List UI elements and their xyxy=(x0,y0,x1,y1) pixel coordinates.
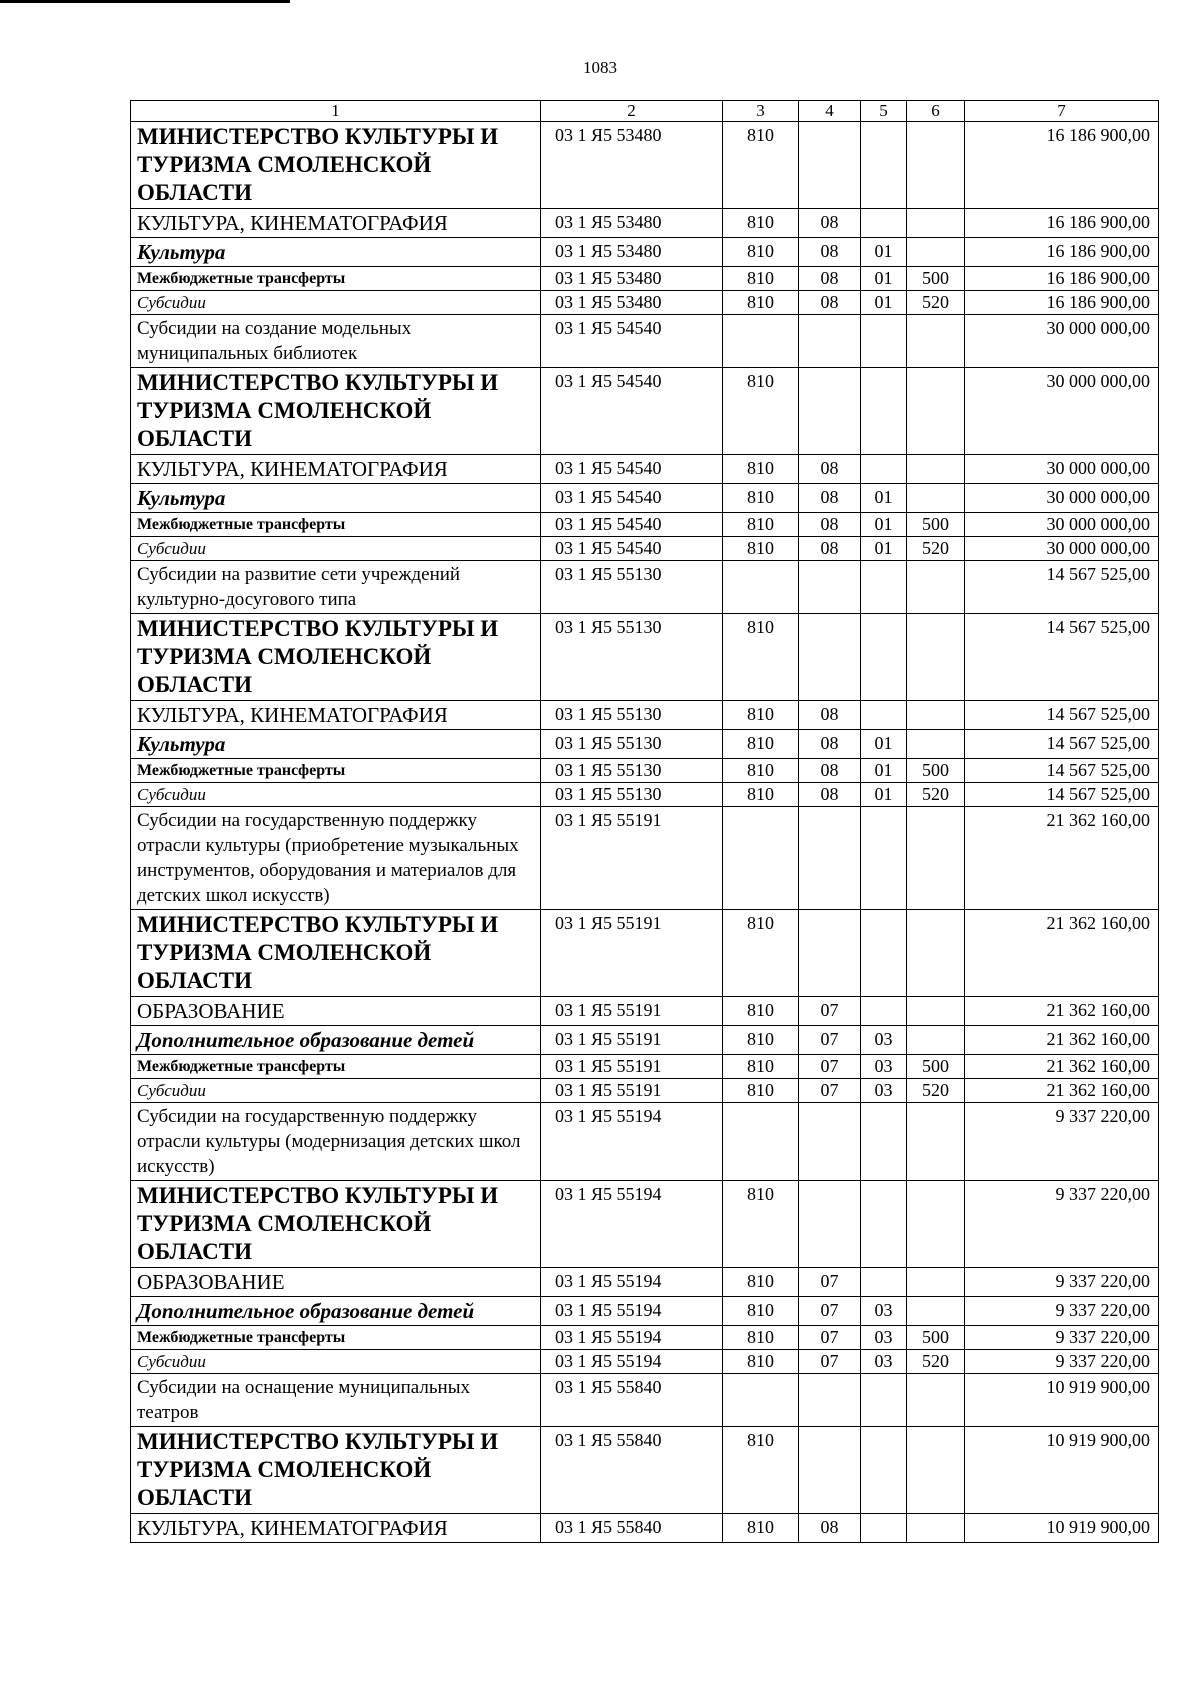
row-target-code: 03 1 Я5 55130 xyxy=(541,783,723,807)
row-admin-code: 810 xyxy=(723,997,799,1026)
table-row xyxy=(131,561,1159,614)
row-section xyxy=(799,1181,861,1268)
row-expense-type: 520 xyxy=(907,1350,965,1374)
row-admin-code: 810 xyxy=(723,484,799,513)
row-section: 07 xyxy=(799,1326,861,1350)
row-name: ОБРАЗОВАНИЕ xyxy=(131,1268,541,1297)
row-name: Дополнительное образование детей xyxy=(131,1297,541,1326)
table-row xyxy=(131,1427,1159,1514)
row-section: 07 xyxy=(799,997,861,1026)
row-subsection xyxy=(861,614,907,701)
row-target-code: 03 1 Я5 54540 xyxy=(541,513,723,537)
row-section: 08 xyxy=(799,537,861,561)
row-admin-code: 810 xyxy=(723,1181,799,1268)
row-target-code: 03 1 Я5 55194 xyxy=(541,1103,723,1181)
row-section xyxy=(799,122,861,209)
table-row xyxy=(131,997,1159,1026)
row-expense-type xyxy=(907,807,965,910)
table-row xyxy=(131,267,1159,291)
row-target-code: 03 1 Я5 54540 xyxy=(541,537,723,561)
row-subsection xyxy=(861,1268,907,1297)
row-target-code: 03 1 Я5 55191 xyxy=(541,1026,723,1055)
row-expense-type xyxy=(907,730,965,759)
row-amount: 10 919 900,00 xyxy=(965,1427,1159,1514)
row-admin-code xyxy=(723,1103,799,1181)
table-row xyxy=(131,910,1159,997)
row-admin-code: 810 xyxy=(723,730,799,759)
row-target-code: 03 1 Я5 55191 xyxy=(541,997,723,1026)
row-target-code: 03 1 Я5 55130 xyxy=(541,561,723,614)
row-name: Межбюджетные трансферты xyxy=(131,759,541,783)
row-amount: 9 337 220,00 xyxy=(965,1268,1159,1297)
row-target-code: 03 1 Я5 53480 xyxy=(541,238,723,267)
row-section: 08 xyxy=(799,513,861,537)
row-section xyxy=(799,1103,861,1181)
row-expense-type xyxy=(907,1103,965,1181)
row-target-code: 03 1 Я5 55130 xyxy=(541,701,723,730)
row-name: Культура xyxy=(131,730,541,759)
row-subsection: 01 xyxy=(861,513,907,537)
row-subsection: 01 xyxy=(861,730,907,759)
header-row xyxy=(131,101,1159,122)
page-number: 1083 xyxy=(583,58,617,77)
row-target-code: 03 1 Я5 55130 xyxy=(541,614,723,701)
row-admin-code: 810 xyxy=(723,209,799,238)
table-row xyxy=(131,1326,1159,1350)
row-admin-code xyxy=(723,561,799,614)
header-cell-7: 7 xyxy=(965,101,1159,122)
row-subsection: 01 xyxy=(861,484,907,513)
header-cell-1: 1 xyxy=(131,101,541,122)
row-target-code: 03 1 Я5 53480 xyxy=(541,209,723,238)
row-subsection: 03 xyxy=(861,1326,907,1350)
row-subsection xyxy=(861,561,907,614)
row-amount: 21 362 160,00 xyxy=(965,807,1159,910)
row-expense-type xyxy=(907,122,965,209)
table-row xyxy=(131,1268,1159,1297)
table-row xyxy=(131,701,1159,730)
row-section: 07 xyxy=(799,1026,861,1055)
row-name: Субсидии на развитие сети учреждений культурно-досугового типа xyxy=(131,561,541,614)
row-section xyxy=(799,1374,861,1427)
row-subsection xyxy=(861,1181,907,1268)
row-subsection: 01 xyxy=(861,537,907,561)
row-expense-type xyxy=(907,1268,965,1297)
row-section: 07 xyxy=(799,1079,861,1103)
row-expense-type xyxy=(907,1374,965,1427)
row-name: Субсидии на создание модельных муниципальных библиотек xyxy=(131,315,541,368)
row-expense-type: 520 xyxy=(907,783,965,807)
row-subsection xyxy=(861,315,907,368)
row-name: Субсидии xyxy=(131,537,541,561)
row-expense-type xyxy=(907,1297,965,1326)
row-target-code: 03 1 Я5 54540 xyxy=(541,368,723,455)
table-row xyxy=(131,1297,1159,1326)
row-subsection: 01 xyxy=(861,759,907,783)
row-section: 07 xyxy=(799,1350,861,1374)
row-section xyxy=(799,910,861,997)
header-cell-5: 5 xyxy=(861,101,907,122)
row-target-code: 03 1 Я5 53480 xyxy=(541,291,723,315)
header-cell-3: 3 xyxy=(723,101,799,122)
row-section xyxy=(799,561,861,614)
row-name: Субсидии xyxy=(131,291,541,315)
row-subsection: 03 xyxy=(861,1026,907,1055)
table-row xyxy=(131,1079,1159,1103)
row-expense-type: 500 xyxy=(907,1055,965,1079)
row-name: Дополнительное образование детей xyxy=(131,1026,541,1055)
row-amount: 16 186 900,00 xyxy=(965,209,1159,238)
row-expense-type xyxy=(907,910,965,997)
table-row xyxy=(131,315,1159,368)
top-rule xyxy=(0,0,290,3)
row-expense-type: 500 xyxy=(907,759,965,783)
table-row xyxy=(131,513,1159,537)
row-subsection: 03 xyxy=(861,1350,907,1374)
row-section xyxy=(799,614,861,701)
row-amount: 9 337 220,00 xyxy=(965,1181,1159,1268)
row-target-code: 03 1 Я5 54540 xyxy=(541,484,723,513)
row-subsection xyxy=(861,807,907,910)
row-section: 08 xyxy=(799,730,861,759)
table-row xyxy=(131,614,1159,701)
row-name: Субсидии xyxy=(131,1350,541,1374)
table-row xyxy=(131,1103,1159,1181)
row-section: 08 xyxy=(799,759,861,783)
row-section: 08 xyxy=(799,209,861,238)
row-name: Культура xyxy=(131,484,541,513)
row-expense-type xyxy=(907,455,965,484)
row-name: Субсидии на оснащение муниципальных театров xyxy=(131,1374,541,1427)
row-section: 07 xyxy=(799,1055,861,1079)
row-expense-type xyxy=(907,209,965,238)
row-admin-code: 810 xyxy=(723,1079,799,1103)
row-amount: 16 186 900,00 xyxy=(965,267,1159,291)
row-name: МИНИСТЕРСТВО КУЛЬТУРЫ И ТУРИЗМА СМОЛЕНСКОЙ ОБЛАСТИ xyxy=(131,368,541,455)
row-amount: 16 186 900,00 xyxy=(965,122,1159,209)
table-row xyxy=(131,1026,1159,1055)
row-expense-type: 520 xyxy=(907,291,965,315)
table-row xyxy=(131,238,1159,267)
header-cell-2: 2 xyxy=(541,101,723,122)
row-section: 07 xyxy=(799,1268,861,1297)
row-expense-type xyxy=(907,701,965,730)
row-admin-code: 810 xyxy=(723,1326,799,1350)
row-subsection xyxy=(861,368,907,455)
row-subsection xyxy=(861,1374,907,1427)
row-amount: 10 919 900,00 xyxy=(965,1514,1159,1543)
row-target-code: 03 1 Я5 55191 xyxy=(541,807,723,910)
row-section: 08 xyxy=(799,291,861,315)
row-amount: 30 000 000,00 xyxy=(965,455,1159,484)
row-subsection xyxy=(861,1103,907,1181)
row-target-code: 03 1 Я5 55840 xyxy=(541,1427,723,1514)
row-target-code: 03 1 Я5 55840 xyxy=(541,1374,723,1427)
row-amount: 14 567 525,00 xyxy=(965,701,1159,730)
row-section xyxy=(799,1427,861,1514)
row-amount: 21 362 160,00 xyxy=(965,997,1159,1026)
row-amount: 14 567 525,00 xyxy=(965,561,1159,614)
table-row xyxy=(131,537,1159,561)
row-subsection xyxy=(861,701,907,730)
row-name: Субсидии xyxy=(131,1079,541,1103)
row-expense-type xyxy=(907,614,965,701)
row-expense-type xyxy=(907,997,965,1026)
row-name: Субсидии на государственную поддержку отрасли культуры (модернизация детских школ искусств) xyxy=(131,1103,541,1181)
row-admin-code: 810 xyxy=(723,910,799,997)
row-admin-code: 810 xyxy=(723,1514,799,1543)
row-subsection: 03 xyxy=(861,1079,907,1103)
row-admin-code: 810 xyxy=(723,1055,799,1079)
row-section: 08 xyxy=(799,238,861,267)
row-section: 08 xyxy=(799,783,861,807)
table-row xyxy=(131,1055,1159,1079)
row-name: МИНИСТЕРСТВО КУЛЬТУРЫ И ТУРИЗМА СМОЛЕНСКОЙ ОБЛАСТИ xyxy=(131,1427,541,1514)
row-admin-code: 810 xyxy=(723,1297,799,1326)
row-name: МИНИСТЕРСТВО КУЛЬТУРЫ И ТУРИЗМА СМОЛЕНСКОЙ ОБЛАСТИ xyxy=(131,614,541,701)
row-subsection xyxy=(861,209,907,238)
row-name: Субсидии на государственную поддержку отрасли культуры (приобретение музыкальных инструментов, оборудования и материалов для детских школ искусств) xyxy=(131,807,541,910)
row-amount: 9 337 220,00 xyxy=(965,1297,1159,1326)
row-admin-code: 810 xyxy=(723,455,799,484)
row-name: МИНИСТЕРСТВО КУЛЬТУРЫ И ТУРИЗМА СМОЛЕНСКОЙ ОБЛАСТИ xyxy=(131,910,541,997)
row-admin-code: 810 xyxy=(723,368,799,455)
row-admin-code xyxy=(723,315,799,368)
row-target-code: 03 1 Я5 55130 xyxy=(541,730,723,759)
row-section xyxy=(799,315,861,368)
table-row xyxy=(131,291,1159,315)
row-expense-type: 500 xyxy=(907,513,965,537)
row-amount: 9 337 220,00 xyxy=(965,1350,1159,1374)
row-subsection xyxy=(861,997,907,1026)
row-admin-code: 810 xyxy=(723,1427,799,1514)
row-admin-code: 810 xyxy=(723,1350,799,1374)
row-expense-type: 500 xyxy=(907,1326,965,1350)
row-expense-type: 520 xyxy=(907,1079,965,1103)
row-section xyxy=(799,368,861,455)
row-admin-code xyxy=(723,807,799,910)
row-section xyxy=(799,807,861,910)
row-target-code: 03 1 Я5 53480 xyxy=(541,267,723,291)
table-row xyxy=(131,455,1159,484)
row-amount: 14 567 525,00 xyxy=(965,730,1159,759)
row-admin-code: 810 xyxy=(723,1268,799,1297)
table-row xyxy=(131,759,1159,783)
table-row xyxy=(131,1514,1159,1543)
row-target-code: 03 1 Я5 54540 xyxy=(541,315,723,368)
row-amount: 14 567 525,00 xyxy=(965,614,1159,701)
row-target-code: 03 1 Я5 54540 xyxy=(541,455,723,484)
row-expense-type xyxy=(907,368,965,455)
row-expense-type xyxy=(907,238,965,267)
row-amount: 9 337 220,00 xyxy=(965,1103,1159,1181)
row-target-code: 03 1 Я5 55130 xyxy=(541,759,723,783)
row-subsection: 01 xyxy=(861,291,907,315)
row-target-code: 03 1 Я5 55194 xyxy=(541,1297,723,1326)
row-subsection: 01 xyxy=(861,783,907,807)
row-name: КУЛЬТУРА, КИНЕМАТОГРАФИЯ xyxy=(131,1514,541,1543)
row-admin-code: 810 xyxy=(723,759,799,783)
row-amount: 30 000 000,00 xyxy=(965,368,1159,455)
row-expense-type: 500 xyxy=(907,267,965,291)
table-row xyxy=(131,484,1159,513)
row-name: МИНИСТЕРСТВО КУЛЬТУРЫ И ТУРИЗМА СМОЛЕНСКОЙ ОБЛАСТИ xyxy=(131,122,541,209)
row-amount: 30 000 000,00 xyxy=(965,315,1159,368)
row-admin-code: 810 xyxy=(723,614,799,701)
row-name: МИНИСТЕРСТВО КУЛЬТУРЫ И ТУРИЗМА СМОЛЕНСКОЙ ОБЛАСТИ xyxy=(131,1181,541,1268)
row-subsection: 01 xyxy=(861,267,907,291)
row-subsection: 03 xyxy=(861,1297,907,1326)
row-section: 08 xyxy=(799,701,861,730)
row-section: 08 xyxy=(799,1514,861,1543)
row-target-code: 03 1 Я5 55194 xyxy=(541,1350,723,1374)
row-target-code: 03 1 Я5 55194 xyxy=(541,1181,723,1268)
row-expense-type xyxy=(907,1026,965,1055)
row-section: 08 xyxy=(799,267,861,291)
row-amount: 14 567 525,00 xyxy=(965,759,1159,783)
row-expense-type: 520 xyxy=(907,537,965,561)
row-name: Межбюджетные трансферты xyxy=(131,1055,541,1079)
row-section: 08 xyxy=(799,455,861,484)
row-amount: 16 186 900,00 xyxy=(965,291,1159,315)
row-subsection: 03 xyxy=(861,1055,907,1079)
row-subsection: 01 xyxy=(861,238,907,267)
row-amount: 14 567 525,00 xyxy=(965,783,1159,807)
header-cell-4: 4 xyxy=(799,101,861,122)
table-row xyxy=(131,122,1159,209)
row-target-code: 03 1 Я5 55194 xyxy=(541,1326,723,1350)
row-subsection xyxy=(861,910,907,997)
row-amount: 30 000 000,00 xyxy=(965,513,1159,537)
row-expense-type xyxy=(907,315,965,368)
table-row xyxy=(131,209,1159,238)
budget-table xyxy=(130,100,1159,1543)
row-name: Культура xyxy=(131,238,541,267)
row-section: 07 xyxy=(799,1297,861,1326)
row-expense-type xyxy=(907,1514,965,1543)
table-row xyxy=(131,730,1159,759)
row-name: КУЛЬТУРА, КИНЕМАТОГРАФИЯ xyxy=(131,455,541,484)
row-expense-type xyxy=(907,1181,965,1268)
row-admin-code: 810 xyxy=(723,238,799,267)
table-body xyxy=(131,101,1159,1543)
table-row xyxy=(131,783,1159,807)
table-row xyxy=(131,368,1159,455)
row-name: Субсидии xyxy=(131,783,541,807)
row-target-code: 03 1 Я5 55191 xyxy=(541,1055,723,1079)
header-cell-6: 6 xyxy=(907,101,965,122)
row-subsection xyxy=(861,1514,907,1543)
row-admin-code: 810 xyxy=(723,701,799,730)
row-admin-code: 810 xyxy=(723,122,799,209)
table-row xyxy=(131,1350,1159,1374)
row-subsection xyxy=(861,122,907,209)
row-target-code: 03 1 Я5 53480 xyxy=(541,122,723,209)
row-amount: 21 362 160,00 xyxy=(965,1026,1159,1055)
row-target-code: 03 1 Я5 55194 xyxy=(541,1268,723,1297)
row-amount: 21 362 160,00 xyxy=(965,1079,1159,1103)
row-admin-code xyxy=(723,1374,799,1427)
row-amount: 30 000 000,00 xyxy=(965,484,1159,513)
row-expense-type xyxy=(907,561,965,614)
row-name: Межбюджетные трансферты xyxy=(131,1326,541,1350)
row-target-code: 03 1 Я5 55840 xyxy=(541,1514,723,1543)
row-name: Межбюджетные трансферты xyxy=(131,513,541,537)
row-name: Межбюджетные трансферты xyxy=(131,267,541,291)
row-name: КУЛЬТУРА, КИНЕМАТОГРАФИЯ xyxy=(131,209,541,238)
table-row xyxy=(131,1181,1159,1268)
row-admin-code: 810 xyxy=(723,267,799,291)
row-name: ОБРАЗОВАНИЕ xyxy=(131,997,541,1026)
row-amount: 10 919 900,00 xyxy=(965,1374,1159,1427)
row-amount: 30 000 000,00 xyxy=(965,537,1159,561)
row-target-code: 03 1 Я5 55191 xyxy=(541,910,723,997)
row-amount: 9 337 220,00 xyxy=(965,1326,1159,1350)
row-admin-code: 810 xyxy=(723,783,799,807)
row-subsection xyxy=(861,1427,907,1514)
row-admin-code: 810 xyxy=(723,537,799,561)
row-admin-code: 810 xyxy=(723,1026,799,1055)
row-subsection xyxy=(861,455,907,484)
table-row xyxy=(131,807,1159,910)
row-target-code: 03 1 Я5 55191 xyxy=(541,1079,723,1103)
row-expense-type xyxy=(907,1427,965,1514)
row-admin-code: 810 xyxy=(723,513,799,537)
row-expense-type xyxy=(907,484,965,513)
row-amount: 16 186 900,00 xyxy=(965,238,1159,267)
row-amount: 21 362 160,00 xyxy=(965,910,1159,997)
row-admin-code: 810 xyxy=(723,291,799,315)
table-row xyxy=(131,1374,1159,1427)
row-name: КУЛЬТУРА, КИНЕМАТОГРАФИЯ xyxy=(131,701,541,730)
row-amount: 21 362 160,00 xyxy=(965,1055,1159,1079)
row-section: 08 xyxy=(799,484,861,513)
